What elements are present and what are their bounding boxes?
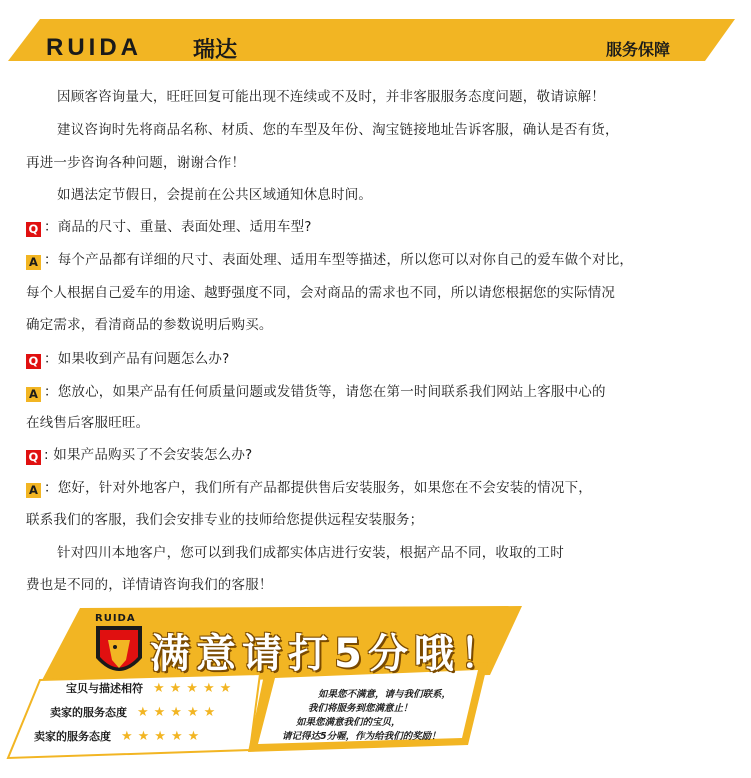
rating-row-label: 卖家的服务态度 xyxy=(34,730,111,743)
question-tag: Q xyxy=(26,450,41,465)
question-tag: Q xyxy=(26,354,41,369)
answer-line: 联系我们的客服，我们会安排专业的技师给您提供远程安装服务； xyxy=(26,512,424,528)
rating-banner xyxy=(0,600,751,778)
answer-tag: A xyxy=(26,255,41,270)
rating-logo-text: RUIDA xyxy=(95,613,136,624)
faq-answer xyxy=(26,476,592,498)
faq-answer xyxy=(26,380,606,402)
faq-answer xyxy=(26,248,633,270)
rating-row xyxy=(50,704,220,720)
notice-line: 如遇法定节假日，会提前在公共区域通知休息时间。 xyxy=(57,187,373,203)
question-tag: Q xyxy=(26,222,41,237)
answer-text: ：每个产品都有详细的尺寸、表面处理、适用车型等描述，所以您可以对你自己的爱车做个对比， xyxy=(44,252,634,268)
answer-line: 针对四川本地客户，您可以到我们成都实体店进行安装，根据产品不同，收取的工时 xyxy=(57,545,564,561)
page-title: 服务保障 xyxy=(606,40,671,59)
rating-note: 如果您不满意，请与我们联系， xyxy=(318,689,452,700)
star-rating-icon: ★★★★★ xyxy=(153,681,237,696)
notice-line: 再进一步咨询各种问题，谢谢合作！ xyxy=(26,155,246,171)
rating-slogan: 满意请打5分哦！ xyxy=(150,631,506,677)
answer-line: 每个人根据自己爱车的用途、越野强度不同，会对商品的需求也不同，所以请您根据您的实际情况 xyxy=(26,285,616,301)
star-rating-icon: ★★★★★ xyxy=(121,729,205,744)
rating-note: 我们将服务到您满意止！ xyxy=(308,703,413,714)
answer-text: ：您好，针对外地客户，我们所有产品都提供售后安装服务，如果您在不会安装的情况下， xyxy=(44,480,592,496)
faq-question xyxy=(26,443,252,465)
rating-row xyxy=(34,728,204,744)
brand-logo: RUIDA xyxy=(46,34,142,61)
question-text: : 如果产品购买了不会安装怎么办? xyxy=(44,447,253,463)
answer-line: 在线售后客服旺旺。 xyxy=(26,415,150,431)
rating-row-label: 宝贝与描述相符 xyxy=(66,682,143,695)
question-text: ：如果收到产品有问题怎么办? xyxy=(44,351,230,367)
star-rating-icon: ★★★★★ xyxy=(137,705,221,720)
rating-note: 如果您满意我们的宝贝， xyxy=(296,717,401,728)
notice-line: 建议咨询时先将商品名称、材质、您的车型及年份、淘宝链接地址告诉客服，确认是否有货， xyxy=(57,122,619,138)
header-banner xyxy=(0,0,751,75)
answer-line: 确定需求，看清商品的参数说明后购买。 xyxy=(26,317,273,333)
answer-tag: A xyxy=(26,483,41,498)
eagle-shield-icon xyxy=(96,626,142,671)
notice-line: 因顾客咨询量大，旺旺回复可能出现不连续或不及时，并非客服服务态度问题，敬请谅解！ xyxy=(57,89,605,105)
answer-tag: A xyxy=(26,387,41,402)
answer-line: 费也是不同的，详情请咨询我们的客服！ xyxy=(26,577,273,593)
faq-question xyxy=(26,215,312,237)
answer-text: ：您放心，如果产品有任何质量问题或发错货等，请您在第一时间联系我们网站上客服中心的 xyxy=(44,384,606,400)
rating-note: 请记得达5分喔，作为给我们的奖励！ xyxy=(282,731,441,742)
question-text: ：商品的尺寸、重量、表面处理、适用车型? xyxy=(44,219,312,235)
brand-name-cn: 瑞达 xyxy=(193,38,238,63)
rating-row-label: 卖家的服务态度 xyxy=(50,706,127,719)
rating-row xyxy=(66,680,236,696)
faq-question xyxy=(26,347,229,369)
